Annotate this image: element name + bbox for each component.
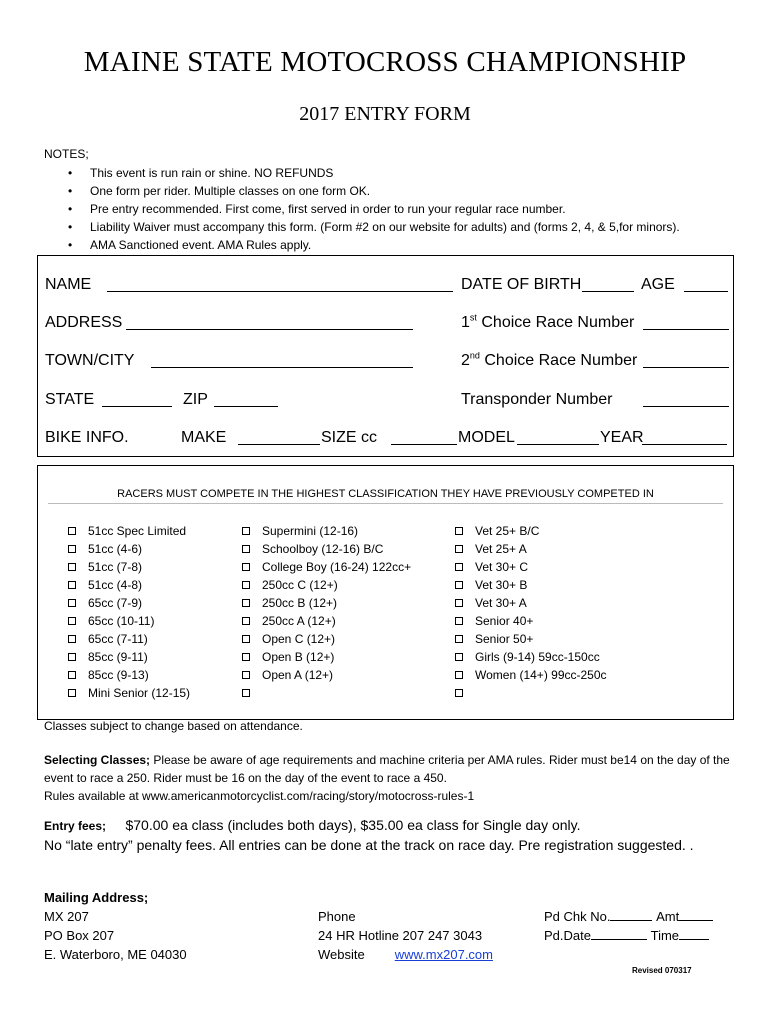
row-town: [45, 352, 723, 374]
class-option[interactable]: 65cc (10-11): [68, 612, 190, 630]
class-option[interactable]: Women (14+) 99cc-250c: [455, 666, 607, 684]
class-option[interactable]: Open B (12+): [242, 648, 411, 666]
hotline: 24 HR Hotline 207 247 3043: [318, 928, 483, 943]
state-label: STATE: [45, 391, 95, 408]
mailing-label: Mailing Address;: [44, 890, 149, 905]
checkbox[interactable]: [455, 617, 463, 625]
class-option[interactable]: 85cc (9-11): [68, 648, 190, 666]
town-label: TOWN/CITY: [45, 352, 135, 369]
check-field[interactable]: [610, 908, 652, 921]
checkbox[interactable]: [68, 599, 76, 607]
make-field[interactable]: [238, 429, 320, 445]
dob-field[interactable]: [582, 276, 634, 292]
row-address: [45, 314, 723, 336]
size-field[interactable]: [391, 429, 457, 445]
checkbox[interactable]: [455, 689, 463, 697]
choice1-label: 1st Choice Race Number: [461, 312, 635, 331]
entry-fees-note: No “late entry” penalty fees. All entries can be done at the track on race day. Pre registration suggested. .: [44, 837, 694, 853]
checkbox[interactable]: [242, 671, 250, 679]
row-bike: [45, 429, 723, 451]
website-label: Website: [318, 947, 365, 962]
note-item: • This event is run rain or shine. NO REFUNDS: [44, 164, 680, 182]
class-option[interactable]: College Boy (16-24) 122cc+: [242, 558, 411, 576]
class-option[interactable]: 51cc (7-8): [68, 558, 190, 576]
checkbox[interactable]: [455, 599, 463, 607]
payment-check-row: [544, 907, 713, 926]
selecting-text: Please be aware of age requirements and machine criteria per AMA rules. Rider must be14 on the day of the event to race a 250. Rider must be 16 on the day of the event to race a 450.: [44, 753, 730, 785]
zip-label: ZIP: [183, 391, 208, 408]
checkbox[interactable]: [455, 527, 463, 535]
bike-info-label: BIKE INFO.: [45, 429, 129, 446]
class-option[interactable]: Mini Senior (12-15): [68, 684, 190, 702]
class-column-3: [455, 522, 607, 702]
form-subtitle: 2017 ENTRY FORM: [299, 103, 471, 125]
class-option[interactable]: Vet 30+ A: [455, 594, 607, 612]
entry-fees-label: Entry fees;: [44, 819, 107, 833]
revision-note: Revised 070317: [632, 966, 692, 975]
name-label: NAME: [45, 276, 92, 293]
checkbox[interactable]: [455, 653, 463, 661]
class-option[interactable]: 51cc (4-8): [68, 576, 190, 594]
dob-label: DATE OF BIRTH: [461, 276, 582, 293]
model-label: MODEL: [458, 429, 515, 446]
note-item: • Pre entry recommended. First come, first served in order to run your regular race number.: [44, 200, 680, 218]
rules-link-text: Rules available at www.americanmotorcyclist.com/racing/story/motocross-rules-1: [44, 789, 475, 803]
mailing-line: MX 207: [44, 909, 89, 924]
office-use: [544, 907, 713, 945]
class-option[interactable]: Senior 40+: [455, 612, 607, 630]
class-option[interactable]: Vet 30+ C: [455, 558, 607, 576]
model-field[interactable]: [517, 429, 599, 445]
class-option[interactable]: Supermini (12-16): [242, 522, 411, 540]
class-option[interactable]: 250cc B (12+): [242, 594, 411, 612]
note-item: • Liability Waiver must accompany this form. (Form #2 on our website for adults) and (forms 2, 4, & 5,for minors).: [44, 218, 680, 236]
checkbox[interactable]: [68, 689, 76, 697]
time-label: Time: [650, 928, 680, 943]
selecting-label: Selecting Classes;: [44, 753, 151, 767]
class-option[interactable]: Open A (12+): [242, 666, 411, 684]
checkbox[interactable]: [68, 617, 76, 625]
choice2-field[interactable]: [643, 352, 729, 368]
checkbox[interactable]: [68, 545, 76, 553]
classes-divider: [48, 503, 723, 504]
checkbox[interactable]: [68, 563, 76, 571]
checkbox[interactable]: [455, 671, 463, 679]
town-field[interactable]: [151, 352, 413, 368]
class-option[interactable]: Open C (12+): [242, 630, 411, 648]
notes-list: [44, 164, 680, 254]
class-column-1: [68, 522, 190, 702]
checkbox[interactable]: [242, 563, 250, 571]
notes-section: [44, 146, 680, 254]
checkbox[interactable]: [242, 545, 250, 553]
note-item: • AMA Sanctioned event. AMA Rules apply.: [44, 236, 680, 254]
phone-label: Phone: [318, 909, 356, 924]
state-field[interactable]: [102, 391, 172, 407]
checkbox[interactable]: [242, 635, 250, 643]
row-name: [45, 276, 723, 298]
class-option[interactable]: Senior 50+: [455, 630, 607, 648]
transponder-field[interactable]: [643, 391, 729, 407]
entry-fees-section: [44, 816, 734, 855]
checkbox[interactable]: [242, 581, 250, 589]
class-option[interactable]: 65cc (7-11): [68, 630, 190, 648]
size-label: SIZE cc: [321, 429, 378, 446]
rider-info-box: [37, 255, 734, 457]
checkbox[interactable]: [68, 527, 76, 535]
choice1-field[interactable]: [643, 314, 729, 330]
checkbox[interactable]: [242, 527, 250, 535]
checkbox[interactable]: [242, 689, 250, 697]
checkbox[interactable]: [455, 581, 463, 589]
classes-subject-note: Classes subject to change based on attendance.: [44, 719, 303, 733]
transponder-label: Transponder Number: [461, 391, 613, 408]
time-field[interactable]: [679, 927, 709, 940]
amount-label: Amt: [656, 909, 680, 924]
checkbox[interactable]: [68, 581, 76, 589]
mailing-line: PO Box 207: [44, 928, 115, 943]
class-column-2: [242, 522, 411, 702]
classes-box: [37, 465, 734, 720]
contact-info: [318, 907, 493, 964]
form-title: MAINE STATE MOTOCROSS CHAMPIONSHIP: [83, 46, 687, 78]
checkbox[interactable]: [242, 653, 250, 661]
age-field[interactable]: [684, 276, 728, 292]
check-label: Pd Chk No.: [544, 909, 611, 924]
address-label: ADDRESS: [45, 314, 123, 331]
amount-field[interactable]: [679, 908, 713, 921]
checkbox[interactable]: [455, 545, 463, 553]
class-option[interactable]: 85cc (9-13): [68, 666, 190, 684]
name-field[interactable]: [107, 276, 453, 292]
class-option[interactable]: Vet 30+ B: [455, 576, 607, 594]
selecting-classes-section: [44, 751, 734, 805]
notes-label: NOTES;: [44, 147, 89, 161]
class-option[interactable]: Vet 25+ A: [455, 540, 607, 558]
make-label: MAKE: [181, 429, 227, 446]
year-field[interactable]: [642, 429, 727, 445]
checkbox[interactable]: [242, 599, 250, 607]
choice2-label: 2nd Choice Race Number: [461, 350, 638, 369]
date-label: Pd.Date: [544, 928, 591, 943]
year-label: YEAR: [600, 429, 644, 446]
age-label: AGE: [641, 276, 675, 293]
website-link[interactable]: www.mx207.com: [394, 947, 493, 962]
payment-date-row: [544, 926, 713, 945]
classes-heading: RACERS MUST COMPETE IN THE HIGHEST CLASSIFICATION THEY HAVE PREVIOUSLY COMPETED IN: [117, 488, 654, 500]
zip-field[interactable]: [214, 391, 278, 407]
mailing-address: [44, 888, 187, 964]
checkbox[interactable]: [68, 653, 76, 661]
class-option[interactable]: 250cc A (12+): [242, 612, 411, 630]
class-option[interactable]: [455, 684, 607, 702]
class-option[interactable]: [242, 684, 411, 702]
class-option[interactable]: 51cc Spec Limited: [68, 522, 190, 540]
class-option[interactable]: 250cc C (12+): [242, 576, 411, 594]
address-field[interactable]: [126, 314, 413, 330]
row-state: [45, 391, 723, 413]
mailing-line: E. Waterboro, ME 04030: [44, 947, 187, 962]
class-option[interactable]: Girls (9-14) 59cc-150cc: [455, 648, 607, 666]
checkbox[interactable]: [455, 635, 463, 643]
class-option[interactable]: Schoolboy (12-16) B/C: [242, 540, 411, 558]
entry-fees-price: $70.00 ea class (includes both days), $35.00 ea class for Single day only.: [125, 817, 581, 833]
note-item: • One form per rider. Multiple classes on one form OK.: [44, 182, 680, 200]
date-field[interactable]: [591, 927, 647, 940]
checkbox[interactable]: [455, 563, 463, 571]
checkbox[interactable]: [68, 635, 76, 643]
class-option[interactable]: Vet 25+ B/C: [455, 522, 607, 540]
class-option[interactable]: 51cc (4-6): [68, 540, 190, 558]
checkbox[interactable]: [242, 617, 250, 625]
class-option[interactable]: 65cc (7-9): [68, 594, 190, 612]
checkbox[interactable]: [68, 671, 76, 679]
